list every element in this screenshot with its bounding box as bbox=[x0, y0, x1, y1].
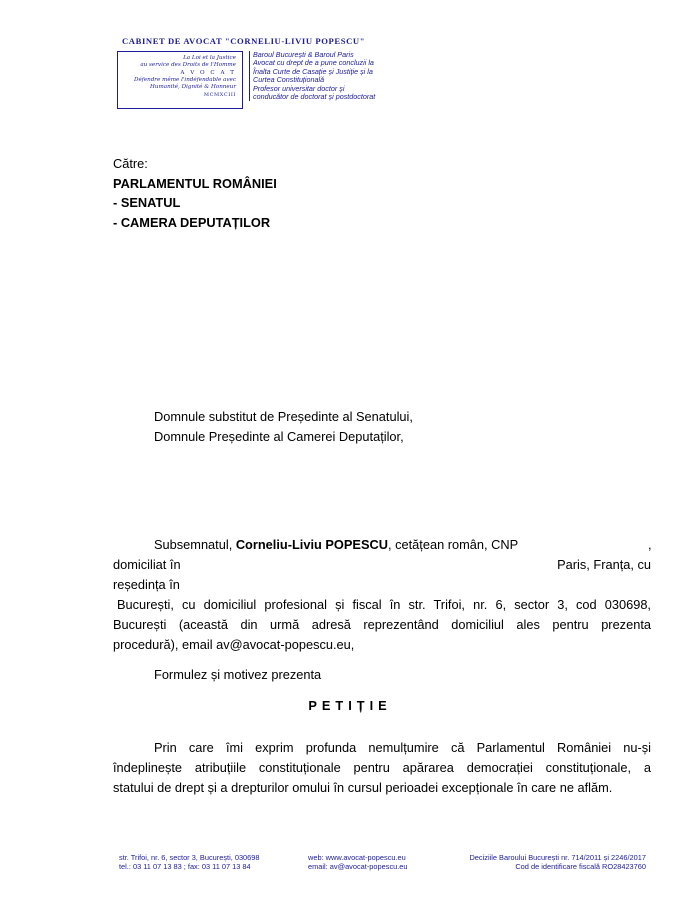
body-line-2: îndeplinește atribuțiile constituționale pentru apărarea democrației constituționale, a bbox=[113, 760, 651, 775]
credential-line: Curtea Constituțională bbox=[253, 75, 325, 85]
footer-legal: Deciziile Baroului București nr. 714/2011 și 2246/2017 Cod de identificare fiscală RO28423760 bbox=[469, 853, 646, 871]
intro-line-4: București, cu domiciliul profesional și fiscal în str. Trifoi, nr. 6, sector 3, cod 030698, bbox=[117, 597, 651, 612]
footer-contact: web: www.avocat-popescu.eu email: av@avocat-popescu.eu bbox=[308, 853, 408, 871]
credential-line: Baroul București & Baroul Paris bbox=[253, 50, 354, 59]
intro-line-1: Subsemnatul, Corneliu-Liviu POPESCU, cetățean român, CNP , bbox=[154, 537, 652, 552]
formulez-line: Formulez și motivez prezenta bbox=[154, 667, 322, 682]
body-line-3: statului de drept și a drepturilor omului în cursul perioadei excepționale în care ne aflăm. bbox=[113, 780, 613, 795]
motto-line: Défendre même l'indéfendable avec bbox=[133, 77, 236, 83]
petition-title: PETIȚIE bbox=[308, 698, 392, 713]
motto-line: La Loi et la Justice bbox=[183, 55, 236, 61]
footer-address: str. Trifoi, nr. 6, sector 3, București, 030698 tel.: 03 11 07 13 83 ; fax: 03 11 07 13 84 bbox=[119, 853, 260, 871]
addressee-line: PARLAMENTUL ROMÂNIEI bbox=[113, 175, 277, 191]
logo-motto-box bbox=[117, 51, 243, 109]
credential-line: conducător de doctorat și postdoctorat bbox=[253, 92, 376, 102]
credential-line: Înalta Curte de Casație și Justiție și la bbox=[253, 66, 373, 76]
credential-line: Profesor universitar doctor și bbox=[253, 83, 345, 93]
motto-line: MCMXCIII bbox=[203, 92, 236, 98]
petitioner-name: Corneliu-Liviu POPESCU bbox=[235, 537, 388, 552]
addressee-line: - CAMERA DEPUTAȚILOR bbox=[113, 214, 271, 230]
credentials bbox=[249, 51, 375, 101]
intro-line-6: procedură), email av@avocat-popescu.eu, bbox=[113, 637, 355, 652]
addressee-line: - SENATUL bbox=[113, 195, 181, 210]
intro-line-5: București (această din urmă adresă reprezentând domiciliul ales pentru prezenta bbox=[113, 617, 651, 632]
greeting-line: Domnule substitut de Președinte al Senatului, bbox=[154, 409, 413, 424]
firm-name: CABINET DE AVOCAT "CORNELIU-LIVIU POPESCU" bbox=[122, 36, 366, 46]
intro-line-3: reședința în bbox=[113, 577, 180, 592]
to-label: Către: bbox=[113, 156, 148, 171]
greeting-block bbox=[154, 407, 413, 447]
intro-line-2: domiciliat în Paris, Franța, cu bbox=[113, 557, 651, 572]
addressee-block bbox=[113, 154, 277, 232]
body-line-1: Prin care îmi exprim profunda nemulțumire că Parlamentul României nu-și bbox=[154, 740, 651, 755]
motto-line: Humanité, Dignité & Honneur bbox=[149, 84, 236, 90]
motto-line: A V O C A T bbox=[180, 70, 236, 76]
greeting-line: Domnule Președinte al Camerei Deputaților, bbox=[154, 429, 404, 444]
credential-line: Avocat cu drept de a pune concluzii la bbox=[253, 58, 374, 68]
motto-line: au service des Droits de l'Homme bbox=[140, 62, 236, 68]
